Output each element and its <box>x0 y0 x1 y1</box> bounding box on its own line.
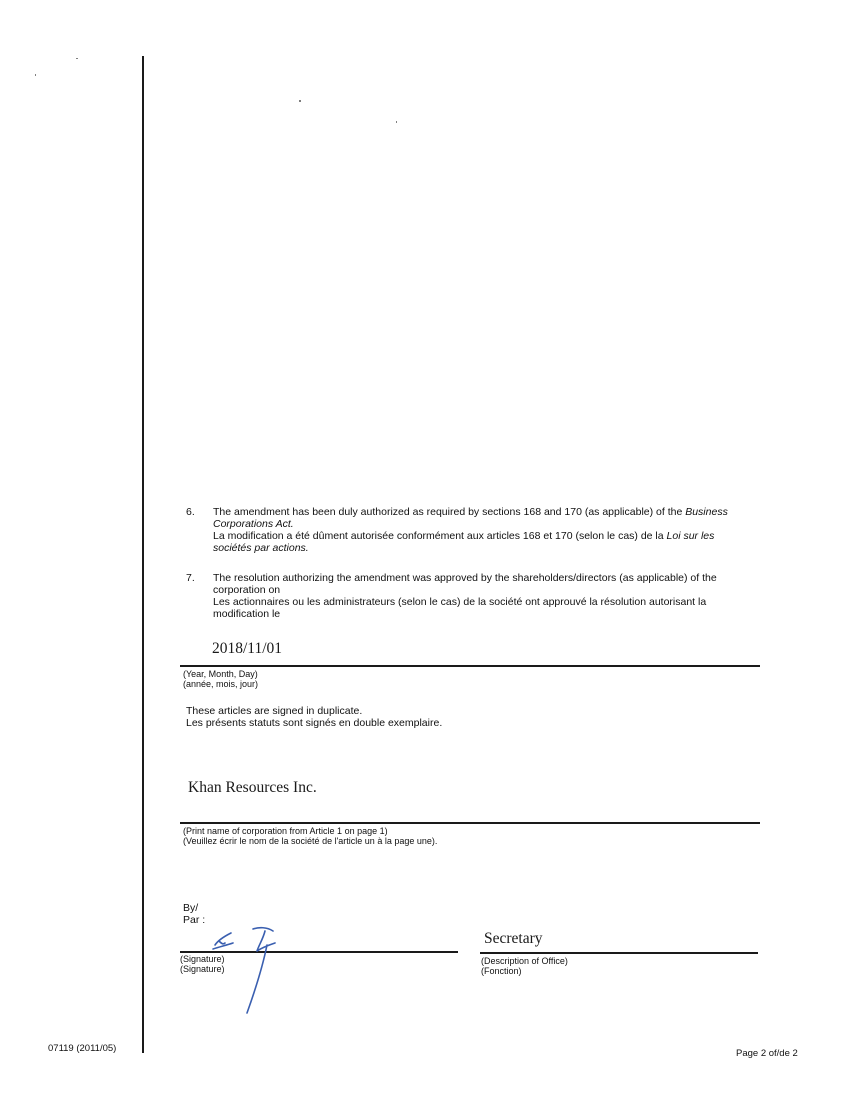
scan-speck <box>76 58 78 59</box>
signature-label-french: (Signature) <box>180 964 225 974</box>
item-7-text <box>213 572 743 620</box>
date-label-french: (année, mois, jour) <box>183 679 259 689</box>
item-7-french: Les actionnaires ou les administrateurs (selon le cas) de la société ont approuvé la résolution autorisant la modification le <box>213 596 707 620</box>
scan-speck <box>35 74 36 76</box>
office-underline <box>480 952 758 954</box>
form-code: 07119 (2011/05) <box>48 1043 117 1054</box>
act-name-english: Business Corporations Act. <box>213 506 728 530</box>
scan-speck <box>396 121 397 123</box>
corporation-label-french: (Veuillez écrir le nom de la société de l'article un à la page une). <box>183 836 438 846</box>
office-label-english: (Description of Office) <box>481 956 568 966</box>
signature-label-english: (Signature) <box>180 954 225 964</box>
item-6-text <box>213 506 753 554</box>
scan-speck <box>299 100 301 102</box>
resolution-date-value: 2018/11/01 <box>212 640 283 657</box>
office-value: Secretary <box>484 930 543 947</box>
office-label-french: (Fonction) <box>481 966 522 976</box>
corporation-name-underline <box>180 822 760 824</box>
corporation-name-value: Khan Resources Inc. <box>188 779 317 796</box>
date-label-english: (Year, Month, Day) <box>183 669 258 679</box>
margin-rule <box>142 56 144 1053</box>
page-indicator: Page 2 of/de 2 <box>736 1048 798 1059</box>
duplicate-note-english: These articles are signed in duplicate. <box>186 705 363 717</box>
by-label-french: Par : <box>183 914 206 926</box>
handwritten-signature <box>205 925 285 1015</box>
item-6-french: La modification a été dûment autorisée conformément aux articles 168 et 170 (selon le cas) de la Loi sur les sociétés par actions. <box>213 530 715 554</box>
item-6-number: 6. <box>186 506 195 518</box>
by-label-english: By/ <box>183 902 199 914</box>
item-6-english: The amendment has been duly authorized as required by sections 168 and 170 (as applicable) of the Business Corporations Act. <box>213 506 728 530</box>
duplicate-note-french: Les présents statuts sont signés en double exemplaire. <box>186 717 443 729</box>
item-7-number: 7. <box>186 572 195 584</box>
corporation-label-english: (Print name of corporation from Article 1 on page 1) <box>183 826 388 836</box>
date-underline <box>180 665 760 667</box>
act-name-french: Loi sur les sociétés par actions. <box>213 530 715 554</box>
item-7-english: The resolution authorizing the amendment was approved by the shareholders/directors (as applicable) of the corporation on <box>213 572 717 596</box>
